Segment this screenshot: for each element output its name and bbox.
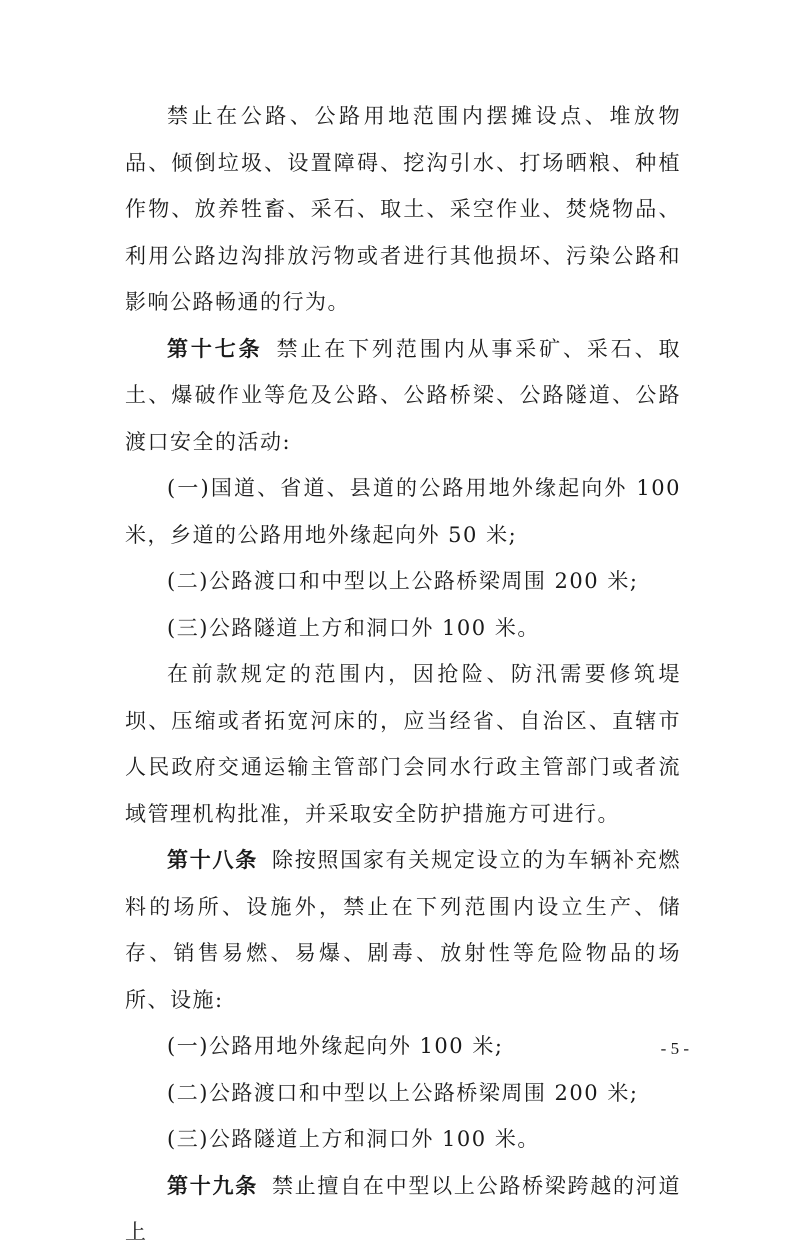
paragraph-text: 禁止擅自在中型以上公路桥梁跨越的河道上 xyxy=(125,1173,681,1244)
article-number: 第十八条 xyxy=(167,847,258,872)
paragraph-text: (一)国道、省道、县道的公路用地外缘起向外 100 米，乡道的公路用地外缘起向外 50 米; xyxy=(125,476,681,547)
paragraph-text: (三)公路隧道上方和洞口外 100 米。 xyxy=(167,615,540,640)
article-paragraph xyxy=(125,1163,681,1256)
paragraph xyxy=(125,93,681,326)
article-paragraph xyxy=(125,837,681,1023)
paragraph-text: 在前款规定的范围内，因抢险、防汛需要修筑堤坝、压缩或者拓宽河床的，应当经省、自治区、直辖市人民政府交通运输主管部门会同水行政主管部门或者流域管理机构批准，并采取安全防护措施方可进行。 xyxy=(125,662,681,826)
page-number: - 5 - xyxy=(660,1039,689,1058)
paragraph xyxy=(125,1023,681,1070)
paragraph xyxy=(125,1070,681,1117)
paragraph xyxy=(125,605,681,652)
paragraph-text: (一)公路用地外缘起向外 100 米; xyxy=(167,1034,504,1058)
paragraph-text: 禁止在下列范围内从事采矿、采石、取土、爆破作业等危及公路、公路桥梁、公路隧道、公路渡口安全的活动: xyxy=(125,336,681,454)
paragraph-text: 除按照国家有关规定设立的为车辆补充燃料的场所、设施外，禁止在下列范围内设立生产、储存、销售易燃、易爆、剧毒、放射性等危险物品的场所、设施: xyxy=(125,848,681,1012)
paragraph xyxy=(125,465,681,558)
paragraph xyxy=(125,1116,681,1163)
paragraph-text: (二)公路渡口和中型以上公路桥梁周围 200 米; xyxy=(167,569,639,593)
paragraph-text: 禁止在公路、公路用地范围内摆摊设点、堆放物品、倾倒垃圾、设置障碍、挖沟引水、打场晒粮、种植作物、放养牲畜、采石、取土、采空作业、焚烧物品、利用公路边沟排放污物或者进行其他损坏、污染公路和影响公路畅通的行为。 xyxy=(125,104,681,314)
article-number: 第十七条 xyxy=(167,335,263,361)
article-paragraph xyxy=(125,326,681,466)
paragraph-text: (三)公路隧道上方和洞口外 100 米。 xyxy=(167,1127,540,1151)
paragraph xyxy=(125,558,681,605)
article-number: 第十九条 xyxy=(167,1172,258,1198)
paragraph xyxy=(125,651,681,837)
paragraph-text: (二)公路渡口和中型以上公路桥梁周围 200 米; xyxy=(167,1080,639,1105)
body-text xyxy=(125,93,681,1256)
